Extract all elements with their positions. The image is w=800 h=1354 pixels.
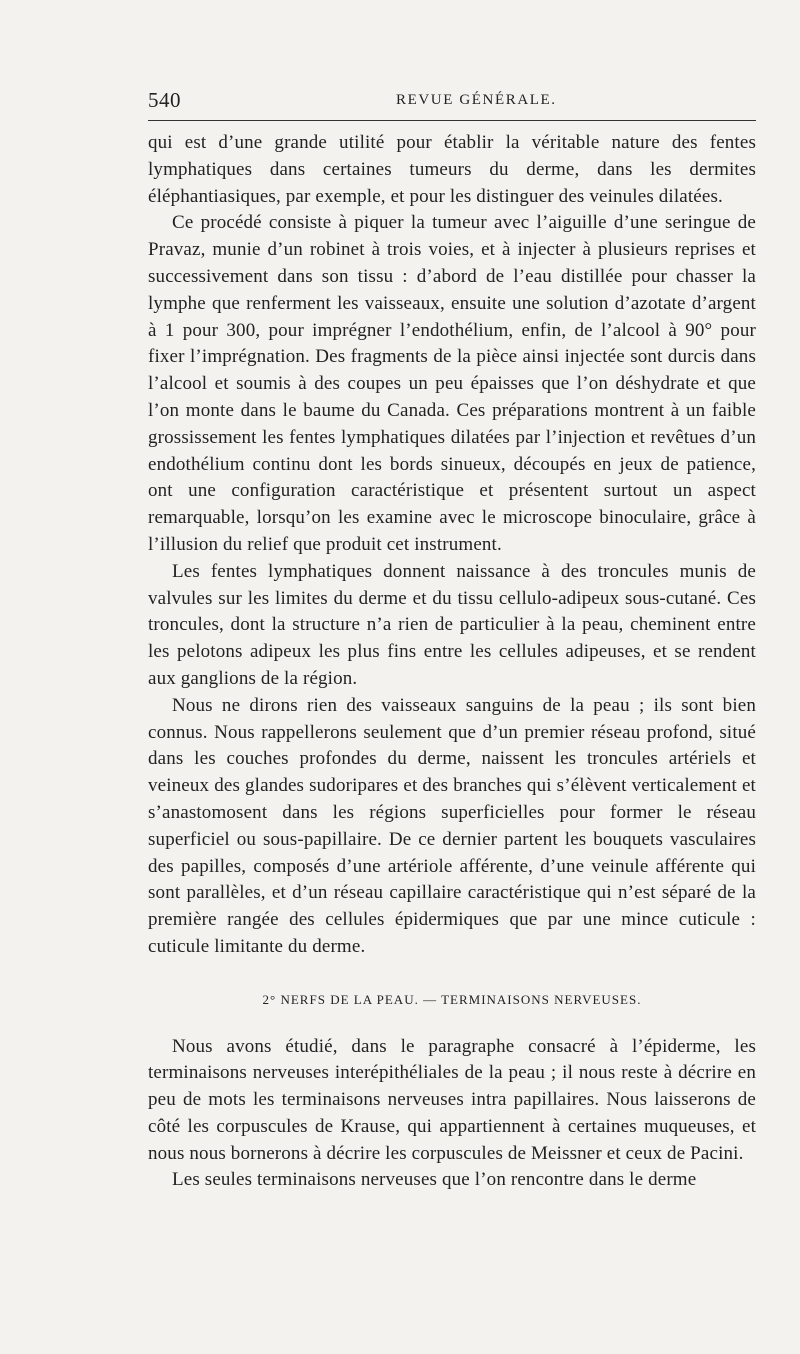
section-heading: 2° NERFS DE LA PEAU. — TERMINAISONS NERVEUSES. (262, 991, 642, 1007)
running-head (148, 82, 756, 114)
paragraph: Nous ne dirons rien des vaisseaux sanguins de la peau ; ils sont bien connus. Nous rappellerons seulement que d’un premier réseau profond, situé dans les couches profondes du derme, naissent les troncules artériels et veineux des glandes sudoripares et des branches qui s’élèvent verticalement et s’anastomosent dans les régions superficielles pour former le réseau superficiel ou sous-papillaire. De ce dernier partent les bouquets vasculaires des papilles, composés d’une artériole afférente, d’une veinule afférente qui sont parallèles, et d’un réseau capillaire caractéristique qui n’est séparé de la première rangée des cellules épidermiques que par une mince cuticule : cuticule limitante du derme. (148, 694, 756, 957)
page-number: 540 (148, 88, 181, 112)
paragraph: Nous avons étudié, dans le paragraphe consacré à l’épiderme, les terminaisons nerveuses interépithéliales de la peau ; il nous reste à décrire en peu de mots les terminaisons nerveuses intra papillaires. Nous laisserons de côté les corpuscules de Krause, qui appartiennent à certaines muqueuses, et nous nous bornerons à décrire les corpuscules de Meissner et ceux de Pacini. (148, 1035, 756, 1164)
paragraph: Ce procédé consiste à piquer la tumeur avec l’aiguille d’une seringue de Pravaz, munie d’un robinet à trois voies, et à injecter à plusieurs reprises et successivement dans son tissu : d’abord de l’eau distillée pour chasser la lymphe que renferment les vaisseaux, ensuite une solution d’azotate d’argent à 1 pour 300, pour imprégner l’endothélium, enfin, de l’alcool à 90° pour fixer l’imprégnation. Des fragments de la pièce ainsi injectée sont durcis dans l’alcool et soumis à des coupes un peu épaisses que l’on déshydrate et que l’on monte dans le baume du Canada. Ces préparations montrent à un faible grossissement les fentes lymphatiques dilatées par l’injection et revêtues d’un endothélium continu dont les bords sinueux, découpés en jeux de patience, ont une configuration caractéristique et présentent surtout un aspect remarquable, lorsqu’on les examine avec le microscope binoculaire, grâce à l’illusion du relief que produit cet instrument. (148, 212, 756, 555)
body-text (148, 130, 756, 1194)
paragraph: Les seules terminaisons nerveuses que l’on rencontre dans le derme (172, 1169, 697, 1191)
header-rule (148, 120, 756, 121)
paragraph: Les fentes lymphatiques donnent naissance à des troncules munis de valvules sur les limites du derme et du tissu cellulo-adipeux sous-cutané. Ces troncules, dont la structure n’a rien de particulier à la peau, cheminent entre les pelotons adipeux les plus fins entre les cellules adipeuses, et se rendent aux ganglions de la région. (148, 560, 756, 689)
journal-title: REVUE GÉNÉRALE. (396, 92, 557, 108)
paragraph-continued: qui est d’une grande utilité pour établir la véritable nature des fentes lymphatiques dans certaines tumeurs du derme, dans les dermites éléphantiasiques, par exemple, et pour les distinguer des veinules dilatées. (148, 132, 756, 207)
